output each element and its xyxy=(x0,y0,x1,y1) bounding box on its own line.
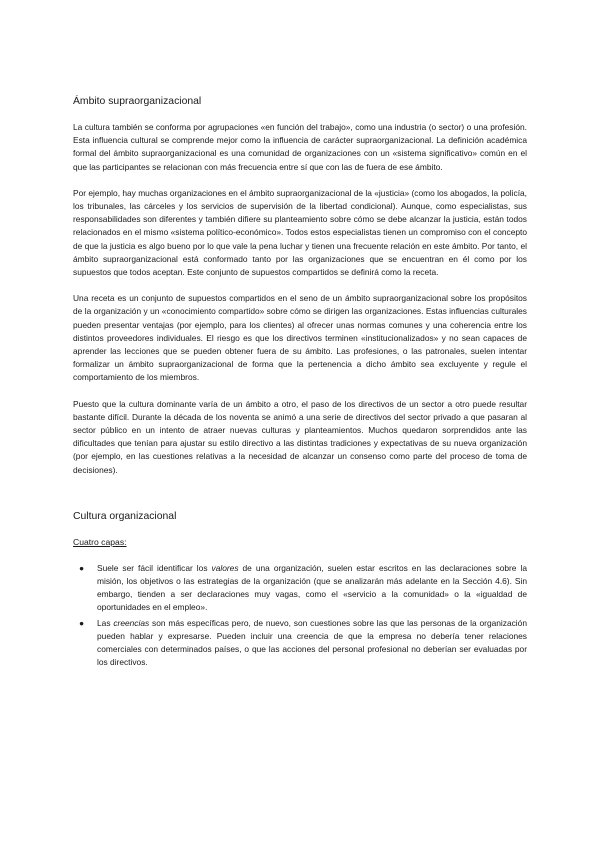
section-spacer xyxy=(73,490,527,510)
list-item-text-start: Las xyxy=(97,617,114,628)
section-heading-supraorganizacional: Ámbito supraorganizacional xyxy=(73,96,202,107)
list-item xyxy=(73,562,527,615)
layers-list xyxy=(73,562,527,670)
list-item-text-end: de una organización, suelen estar escritos en las declaraciones sobre la misión, los objetivos o las estrategias de la organización (que se analizarán más adelante en la Sección 4.6). Sin embargo, tienden a ser declaraciones muy vagas, como el «servicio a la comunidad» o la «igualdad de oportunidades en el empleo». xyxy=(97,562,527,613)
list-item-text-end: son más específicas pero, de nuevo, son cuestiones sobre las que las personas de la organización pueden hablar y expresarse. Pueden incluir una creencia de que la empresa no debería tener relaciones comerciales con determinados países, o que las acciones del personal profesional no deberían ser evaluadas por los directivos. xyxy=(97,617,527,668)
list-item-emphasis: valores xyxy=(211,562,239,573)
list-item xyxy=(73,617,527,670)
bullet-icon: ● xyxy=(79,617,85,628)
document-body xyxy=(73,95,527,672)
bullet-icon: ● xyxy=(79,562,85,573)
list-item-text-start: Suele ser fácil identificar los xyxy=(97,562,212,573)
paragraph: Por ejemplo, hay muchas organizaciones en el ámbito supraorganizacional de la «justicia» (como los abogados, la policía, los tribunales, las cárceles y los servicios de supervisión de la libertad condicional). Aunque, como especialistas, sus responsabilidades son diferentes y también difiere su planteamiento sobre cómo se debe alcanzar la justicia, están todos relacionados en el mismo «sistema político-económico». Todos estos especialistas tienen un compromiso con el concepto de que la justicia es algo bueno por lo que vale la pena luchar y tienen una frecuente relación en este ámbito. Por tanto, el ámbito supraorganizacional está conformado tanto por las organizaciones que se encuentran en él como por los supuestos que todos aceptan. Este conjunto de supuestos compartidos se definirá como la receta. xyxy=(73,187,527,278)
paragraph: La cultura también se conforma por agrupaciones «en función del trabajo», como una industria (o sector) o una profesión. Esta influencia cultural se comprende mejor como la influencia de carácter supraorganizacional. La definición académica formal del ámbito supraorganizacional es una comunidad de organizaciones con un «sistema significativo» común en el que las participantes se relacionan con más frecuencia entre sí que con las de fuera de ese ámbito. xyxy=(73,122,527,172)
list-item-emphasis: creencias xyxy=(113,617,150,628)
paragraph: Puesto que la cultura dominante varía de un ámbito a otro, el paso de los directivos de un sector a otro puede resultar bastante difícil. Durante la década de los noventa se animó a una serie de directivos del sector privado a que pasaran al sector público en un intento de atraer nuevas culturas y planteamientos. Muchos quedaron sorprendidos ante las dificultades que tenían para ajustar su estilo directivo a las distintas tradiciones y expectativas de su nueva organización (por ejemplo, en las cuestiones relativas a la necesidad de alcanzar un consenso como parte del proceso de toma de decisiones). xyxy=(73,398,527,475)
paragraph: Una receta es un conjunto de supuestos compartidos en el seno de un ámbito supraorganizacional sobre los propósitos de la organización y un «conocimiento compartido» sobre cómo se dirigen las organizaciones. Estas influencias culturales pueden presentar ventajas (por ejemplo, para los clientes) al ofrecer unas normas comunes y una coherencia entre los distintos proveedores individuales. El riesgo es que los directivos terminen «institucionalizados» y no sean capaces de aprender las lecciones que se pueden obtener fuera de su ámbito. Las profesiones, o las patronales, suelen intentar formalizar un ámbito supraorganizacional de forma que la pertenencia a dicho ámbito sea excluyente y regule el comportamiento de los miembros. xyxy=(73,293,527,383)
subheading-cuatro-capas: Cuatro capas: xyxy=(73,536,127,547)
section-heading-cultura-organizacional: Cultura organizacional xyxy=(73,510,177,522)
